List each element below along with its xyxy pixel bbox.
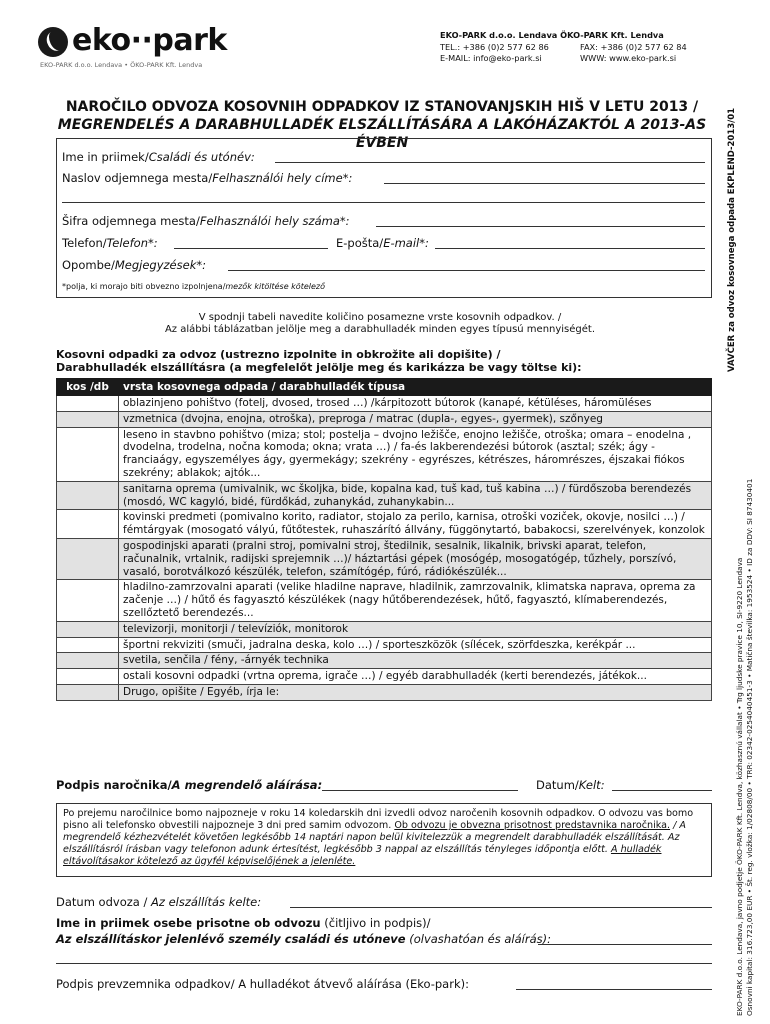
present-person-input[interactable] (538, 944, 712, 945)
company-tel: TEL.: +386 (0)2 577 62 86 (440, 42, 549, 52)
qty-input[interactable] (57, 653, 119, 669)
section-title-hungarian: Darabhulladék elszállításra (a megfelelőt jelölje meg és karikázza be vagy töltse ki): (56, 361, 582, 374)
voucher-code: VAVČER za odvoz kosovnega odpada EKPLEND-2013/01 (727, 107, 737, 372)
present-person-label-hu: Az elszállításkor jelenlévő személy családi és utóneve (olvashatóan és aláírás): (56, 932, 552, 946)
signature-date-input[interactable] (612, 790, 712, 791)
legal-line-1: EKO-PARK d.o.o. Lendava, javno podjetje ÖKO-PARK Kft. Lendva, közhasznú vállalat • Trg ljudske pravice 10, SI-9220 Lendava (735, 557, 744, 1016)
name-label: Ime in priimek/Családi és utónév: (62, 150, 255, 164)
waste-type-cell: oblazinjeno pohištvo (fotelj, dvosed, trosed …) /kárpitozott bútorok (kanapé, kétüléses, háromüléses (119, 396, 712, 412)
waste-type-cell: športni rekviziti (smuči, jadralna deska, kolo …) / sporteszközök (sílécek, szörfdeszka, kerékpár ... (119, 637, 712, 653)
pickup-date-label: Datum odvoza / Az elszállítás kelte: (56, 895, 262, 909)
waste-type-cell: ostali kosovni odpadki (vrtna oprema, igrače …) / egyéb darabhulladék (kerti berendezés, játékok... (119, 669, 712, 685)
info-text-1-underlined: Ob odvozu je obvezna prisotnost predstavnika naročnika. (394, 820, 671, 831)
waste-type-cell: kovinski predmeti (pomivalno korito, radiator, stojalo za perilo, karnisa, otroški voziček, okovje, nosilci …) / fémtárgyak (mosogató vályú, fűtőtestek, ruhaszárító állvány, függönytartó, babakocsi, szerelvények, konzolok (119, 510, 712, 539)
table-row (57, 669, 712, 685)
present-person-input-line-2[interactable] (56, 963, 712, 964)
info-text-2-underlined: A hulladék eltávolításakor kötelező az ügyfél képviselőjének a jelenléte. (63, 844, 662, 867)
email-label: E-pošta/E-mail*: (336, 236, 429, 250)
instructions-hungarian: Az alábbi táblázatban jelölje meg a darabhulladék minden egyes típusú mennyiségét. (164, 324, 596, 335)
receiver-signature-label: Podpis prevzemnika odpadkov/ A hulladékot átvevő aláírása (Eko-park): (56, 977, 469, 991)
waste-type-cell: vzmetnica (dvojna, enojna, otroška), preproga / matrac (dupla-, egyes-, gyermek), szőnyeg (119, 411, 712, 427)
email-input[interactable] (435, 248, 705, 249)
company-name: EKO-PARK d.o.o. Lendava ÖKO-PARK Kft. Lendva (440, 30, 664, 40)
table-row (57, 396, 712, 412)
table-row (57, 637, 712, 653)
qty-header: kos /db (57, 379, 119, 396)
company-fax: FAX: +386 (0)2 577 62 84 (580, 42, 687, 52)
info-box (56, 803, 712, 877)
qty-input[interactable] (57, 427, 119, 481)
table-row (57, 538, 712, 579)
present-person-label: Ime in priimek osebe prisotne ob odvozu (čitljivo in podpis)/ (56, 916, 431, 930)
waste-type-cell: televizorji, monitorji / televíziók, monitorok (119, 621, 712, 637)
waste-type-cell: svetila, senčila / fény, -árnyék technika (119, 653, 712, 669)
code-label: Šifra odjemnega mesta/Felhasználói hely száma*: (62, 214, 350, 228)
customer-signature-input[interactable] (322, 790, 518, 791)
title-hungarian: MEGRENDELÉS A DARABHULLADÉK ELSZÁLLÍTÁSÁRA A LAKÓHÁZAKTÓL A 2013-AS ÉVBEN (57, 117, 707, 151)
receiver-signature-input[interactable] (516, 989, 712, 990)
name-input[interactable] (275, 162, 705, 163)
table-row (57, 684, 712, 700)
address-input-line-2[interactable] (62, 202, 705, 203)
pickup-date-input[interactable] (290, 907, 712, 908)
customer-signature-label: Podpis naročnika/A megrendelő aláírása: (56, 778, 323, 792)
info-text-1: Po prejemu naročilnice bomo najpozneje v roku 14 koledarskih dni izvedli odvoz naročenih kosovnih odpadkov. O odvozu vas bomo pisno ali telefonsko obvestili najpozneje 3 dni pred samim odvozom. (63, 808, 694, 831)
remarks-input[interactable] (228, 270, 705, 271)
qty-input[interactable] (57, 621, 119, 637)
waste-type-cell: sanitarna oprema (umivalnik, wc školjka, bide, kopalna kad, tuš kad, tuš kabina …) / fürdőszoba berendezés (mosdó, WC kagyló, bidé, fürdőkád, zuhanykád, zuhanykabin... (119, 481, 712, 510)
qty-input[interactable] (57, 637, 119, 653)
qty-input[interactable] (57, 510, 119, 539)
qty-input[interactable] (57, 669, 119, 685)
qty-input[interactable] (57, 396, 119, 412)
required-note: *polja, ki morajo biti obvezno izpolnjena/mezők kitöltése kötelező (62, 282, 325, 291)
table-row (57, 580, 712, 621)
address-input[interactable] (384, 183, 705, 184)
qty-input[interactable] (57, 481, 119, 510)
address-label: Naslov odjemnega mesta/Felhasználói hely címe*: (62, 171, 353, 185)
qty-input[interactable] (57, 538, 119, 579)
table-row (57, 411, 712, 427)
phone-label: Telefon/Telefon*: (62, 236, 158, 250)
code-input[interactable] (376, 226, 705, 227)
signature-date-label: Datum/Kelt: (536, 778, 605, 792)
waste-type-cell: leseno in stavbno pohištvo (miza; stol; postelja – dvojno ležišče, enojno ležišče, otroška; omara – enodelna , dvodelna, trodelna, nočna komoda; okna; vrata …) / fa-és lakberendezési bútorok (asztal; szék; ágy - franciaágy, egyszemélyes ágy, gyermekágy; szekrény - egyrészes, kétrészes, háromrészes, éjszakai fiókos szekrény; ablakok; ajtók... (119, 427, 712, 481)
legal-line-2: Osnovni kapital: 316.723,00 EUR • Št. reg. vložka: 1/02808/00 • TRR: 02342-0254040451-3 • Matična številka: 1953524 • ID za DDV: SI 87430401 (745, 478, 754, 1016)
waste-table (56, 378, 712, 701)
table-row (57, 481, 712, 510)
section-title-slovene: Kosovni odpadki za odvoz (ustrezno izpolnite in obkrožite ali dopišite) / (56, 348, 501, 361)
table-row (57, 427, 712, 481)
title-slovene: NAROČILO ODVOZA KOSOVNIH ODPADKOV IZ STANOVANJSKIH HIŠ V LETU 2013 / (65, 99, 699, 115)
waste-type-cell: Drugo, opišite / Egyéb, írja le: (119, 684, 712, 700)
logo-name: eko··park (72, 23, 227, 58)
qty-input[interactable] (57, 580, 119, 621)
logo-mark-icon (38, 27, 68, 57)
table-row (57, 621, 712, 637)
table-row (57, 510, 712, 539)
waste-type-cell: hladilno-zamrzovalni aparati (velike hladilne naprave, hladilnik, zamrzovalnik, klimatska naprava, oprema za začenje …) / hűtő és fagyasztó készülékek (nagy hűtőberendezések, hűtő, fagyasztó, klímaberendezés, szellőztető berendezés... (119, 580, 712, 621)
logo-subtitle: EKO-PARK d.o.o. Lendava • ÖKO-PARK Kft. Lendva (40, 61, 203, 69)
info-text-2: / A megrendelő kézhezvételét követően legkésőbb 14 naptári napon belül kivitelezzük a megrendelt darabhulladék elszállítását. Az elszállításról írásban vagy telefonon adunk értesítést, legkésőbb 3 nappal az elszállítás tényleges időpontja előtt. (63, 820, 686, 855)
phone-input[interactable] (174, 248, 328, 249)
company-email: E-MAIL: info@eko-park.si (440, 53, 542, 63)
waste-type-cell: gospodinjski aparati (pralni stroj, pomivalni stroj, štedilnik, sesalnik, likalnik, brivski aparat, telefon, računalnik, vrtalnik, radijski sprejemnik …)/ háztartási gépek (mosógép, mosogatógép, tűzhely, porszívó, vasaló, borotválkozó készülék, telefon, számítógép, fúró, rádiókészülék... (119, 538, 712, 579)
type-header: vrsta kosovnega odpada / darabhulladék típusa (119, 379, 712, 396)
instructions-slovene: V spodnji tabeli navedite količino posamezne vrste kosovnih odpadkov. / (198, 312, 562, 323)
qty-input[interactable] (57, 411, 119, 427)
table-header (57, 379, 712, 396)
table-row (57, 653, 712, 669)
remarks-label: Opombe/Megjegyzések*: (62, 258, 206, 272)
company-www: WWW: www.eko-park.si (580, 53, 677, 63)
qty-input[interactable] (57, 684, 119, 700)
